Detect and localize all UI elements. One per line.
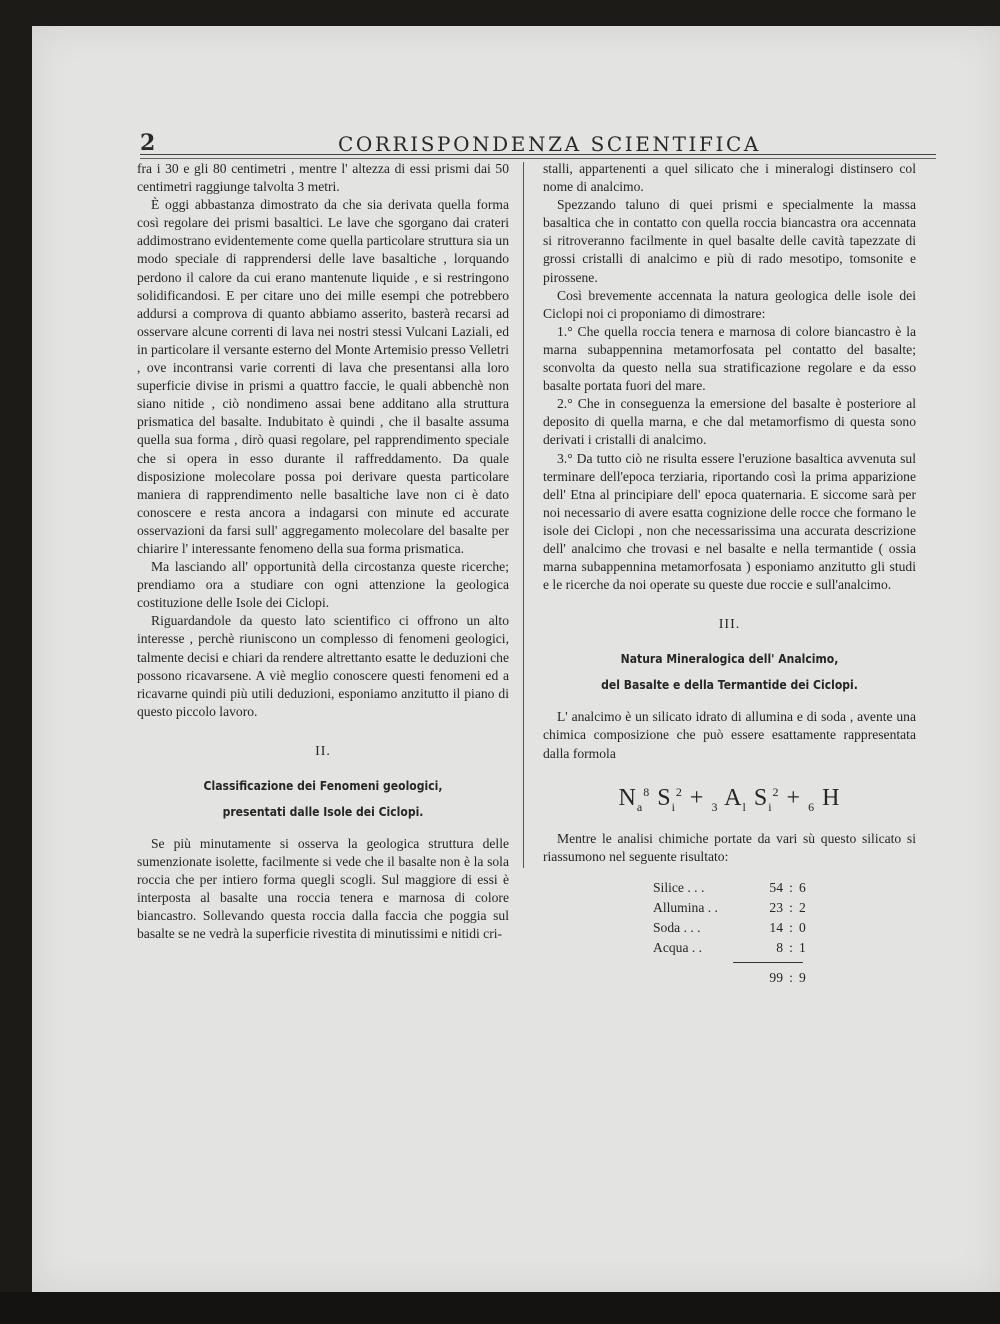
paragraph: Mentre le analisi chimiche portate da vari sù questo silicato si riassumono nel seguente risultato: <box>543 830 916 864</box>
paragraph: L' analcimo è un silicato idrato di allumina e di soda , avente una chimica composizione che può essere esattamente rappresentata dalla formola <box>543 709 916 761</box>
paragraph: Se più minutamente si osserva la geologica struttura delle sumenzionate isolette, facilmente si vede che il basalte non è la sola roccia che per intiero forma quegli scogli. Sul maggiore di essi è interposta al basalte una roccia tenera e marnosa di colore biancastro. Sollevando questa roccia dalla faccia che poggia sul basalte se ne vedrà la superficie rivestita di minutissimi e nitidi cri- <box>137 836 509 942</box>
paragraph: 2.° Che in conseguenza la emersione del basalte è posteriore al deposito di quella marna, e che dal metamorfismo di questa sono derivati i cristalli di analcimo. <box>543 396 916 448</box>
formula-term: S <box>753 784 769 811</box>
analysis-value-int: 54 <box>769 879 783 895</box>
analysis-value-int: 23 <box>769 899 783 915</box>
formula-term: H <box>822 784 841 811</box>
analysis-component: Allumina . . <box>653 899 718 915</box>
formula-term: S <box>657 784 672 811</box>
left-column <box>137 160 509 944</box>
paragraph: Così brevemente accennata la natura geologica delle isole dei Ciclopi noi ci proponiamo di dimostrare: <box>543 287 916 321</box>
formula-superscript: 2 <box>675 784 683 799</box>
formula-term: A <box>724 784 743 811</box>
analysis-value-dec: 1 <box>799 940 806 956</box>
formula-coefficient: 6 <box>808 799 816 814</box>
analysis-total-row <box>653 967 813 987</box>
paragraph: Ma lasciando all' opportunità della circostanza queste ricerche; prendiamo ora a studiare con ogni attenzione la geologica costituzione delle Isole dei Ciclopi. <box>137 559 509 611</box>
analysis-separator: : <box>789 920 793 936</box>
analysis-component: Soda . . . <box>653 920 701 936</box>
paragraph: stalli, appartenenti a quel silicato che i mineralogi distinsero col nome di analcimo. <box>543 161 916 195</box>
formula-operator: + <box>689 784 705 811</box>
total-rule <box>733 962 803 963</box>
analysis-value-dec: 0 <box>799 920 806 936</box>
section-number: II. <box>315 743 331 759</box>
section-number: III. <box>718 617 741 633</box>
analysis-value-dec: 2 <box>799 899 806 915</box>
header-rule <box>140 154 936 155</box>
analysis-row <box>653 878 813 898</box>
analysis-component: Acqua . . <box>653 940 703 956</box>
paragraph: È oggi abbastanza dimostrato da che sia derivata quella forma così regolare dei prismi basaltici. Le lave che sgorgano dai crateri addimostrano evidentemente come quella particolare struttura sia un modo speciale di rapprendersi delle lave basaltiche , lorquando perdono il calore da cui erano mantenute liquide , e si restringono solidificandosi. E per citare uno dei mille esempi che potrebbero addursi a comprova di quanto abbiamo asserito, basterà recarsi ad osservare alcune correnti di lava nei nostri stessi Vulcani Laziali, ed in particolare il versante esterno del Monte Artemisio presso Velletri , ove incontransi varie correnti di lava che presentansi alla loro superficie divise in prismi a quattro faccie, le quali abbenchè non siano nitide , ciò nondimeno assai bene additano alla struttura prismatica del basalte. Indubitato è quindi , che il basalte assuma quella sua forma , dirò quasi regolare, pel rapprendimento speciale che si opera in esso durante il raffreddamento. Da quale disposizione molecolare possa poi derivare questa particolare maniera di rapprendimento nelle basaltiche lave non ci è dato conoscere e resta ancora a indagarsi con minute ed accurate osservazioni da farsi sull' aggregamento molecolare del basalte per chiarire l' interessante fenomeno della sua forma prismatica. <box>137 197 509 556</box>
analysis-row <box>653 918 813 938</box>
running-title: CORRISPONDENZA SCIENTIFICA <box>338 132 761 156</box>
analysis-component: Silice . . . <box>653 879 705 895</box>
analysis-value-int: 14 <box>769 920 783 936</box>
analysis-total-separator: : <box>789 969 793 985</box>
formula-subscript: i <box>671 799 676 814</box>
section-title <box>163 773 483 825</box>
analysis-value-int: 8 <box>776 940 783 956</box>
section-title-line: del Basalte e della Termantide dei Ciclopi. <box>601 677 858 693</box>
formula-subscript: a <box>636 799 644 814</box>
analysis-table <box>653 878 813 988</box>
analysis-row <box>653 938 813 958</box>
analysis-total-dec: 9 <box>799 969 806 985</box>
formula-subscript: l <box>742 799 747 814</box>
paragraph: 3.° Da tutto ciò ne risulta essere l'eruzione basaltica avvenuta sul terminare dell'epoca terziaria, riportando così la prima apparizione dell' Etna al principiare dell' epoca quaternaria. E siccome sarà per noi necessario di avere esatta cognizione delle rocce che formano le isole dei Ciclopi , non che necessarissima una accurata descrizione dell' analcimo che trovasi e nel basalte e nella termantide ( ossia marna subappennina metamorfosata ) esponiamo anzitutto gli studi e le ricerche da noi operate su queste due roccie e sull'analcimo. <box>543 450 916 593</box>
formula-subscript: i <box>768 799 773 814</box>
section-title-line: presentati dalle Isole dei Ciclopi. <box>222 804 424 819</box>
paragraph: 1.° Che quella roccia tenera e marnosa di colore biancastro è la marna subappennina metamorfosata pel contatto del basalte; sconvolta da questo nella sua stratificazione regolare e da esso basalte portata fuori del mare. <box>543 323 916 394</box>
page-number: 2 <box>140 130 156 156</box>
formula-coefficient: 3 <box>711 799 719 814</box>
analysis-separator: : <box>789 940 793 956</box>
analysis-row <box>653 898 813 918</box>
section-title-line: Natura Mineralogica dell' Analcimo, <box>620 651 839 667</box>
scan-border <box>0 1292 1000 1324</box>
formula-term: N <box>618 784 637 811</box>
paragraph: Spezzando taluno di quei prismi e specialmente la massa basaltica che in contatto con quella roccia biancastra ora accennata si ritroveranno facilmente in quel basalte delle cavità tapezzate di grossi cristalli di analcimo e più di rado mesotipo, tomsonite e pirossene. <box>543 197 916 285</box>
section-title-line: Classificazione dei Fenomeni geologici, <box>203 778 443 793</box>
paragraph: fra i 30 e gli 80 centimetri , mentre l' altezza di essi prismi dai 50 centimetri raggiunge talvolta 3 metri. <box>137 161 509 195</box>
analysis-value-dec: 6 <box>799 879 806 895</box>
header-rule-thin <box>140 158 936 159</box>
formula-operator: + <box>786 784 802 811</box>
analysis-separator: : <box>789 899 793 915</box>
analysis-total-int: 99 <box>769 969 783 985</box>
section-title <box>569 646 890 698</box>
chemical-formula <box>543 783 916 816</box>
paragraph: Riguardandole da questo lato scientifico ci offrono un alto interesse , perchè riuniscono un complesso di fenomeni geologici, talmente decisi e chiari da rendere altrettanto esatte le deduzioni che possono ricavarsene. A viè meglio conoscere questi fenomeni ed a ricavarne quindi più utili deduzioni, esponiamo anzitutto il piano di questo piccolo lavoro. <box>137 613 509 719</box>
right-column <box>543 160 916 988</box>
formula-superscript: 2 <box>772 784 780 799</box>
column-divider <box>523 162 524 868</box>
formula-superscript: 8 <box>643 784 651 799</box>
analysis-separator: : <box>789 879 793 895</box>
